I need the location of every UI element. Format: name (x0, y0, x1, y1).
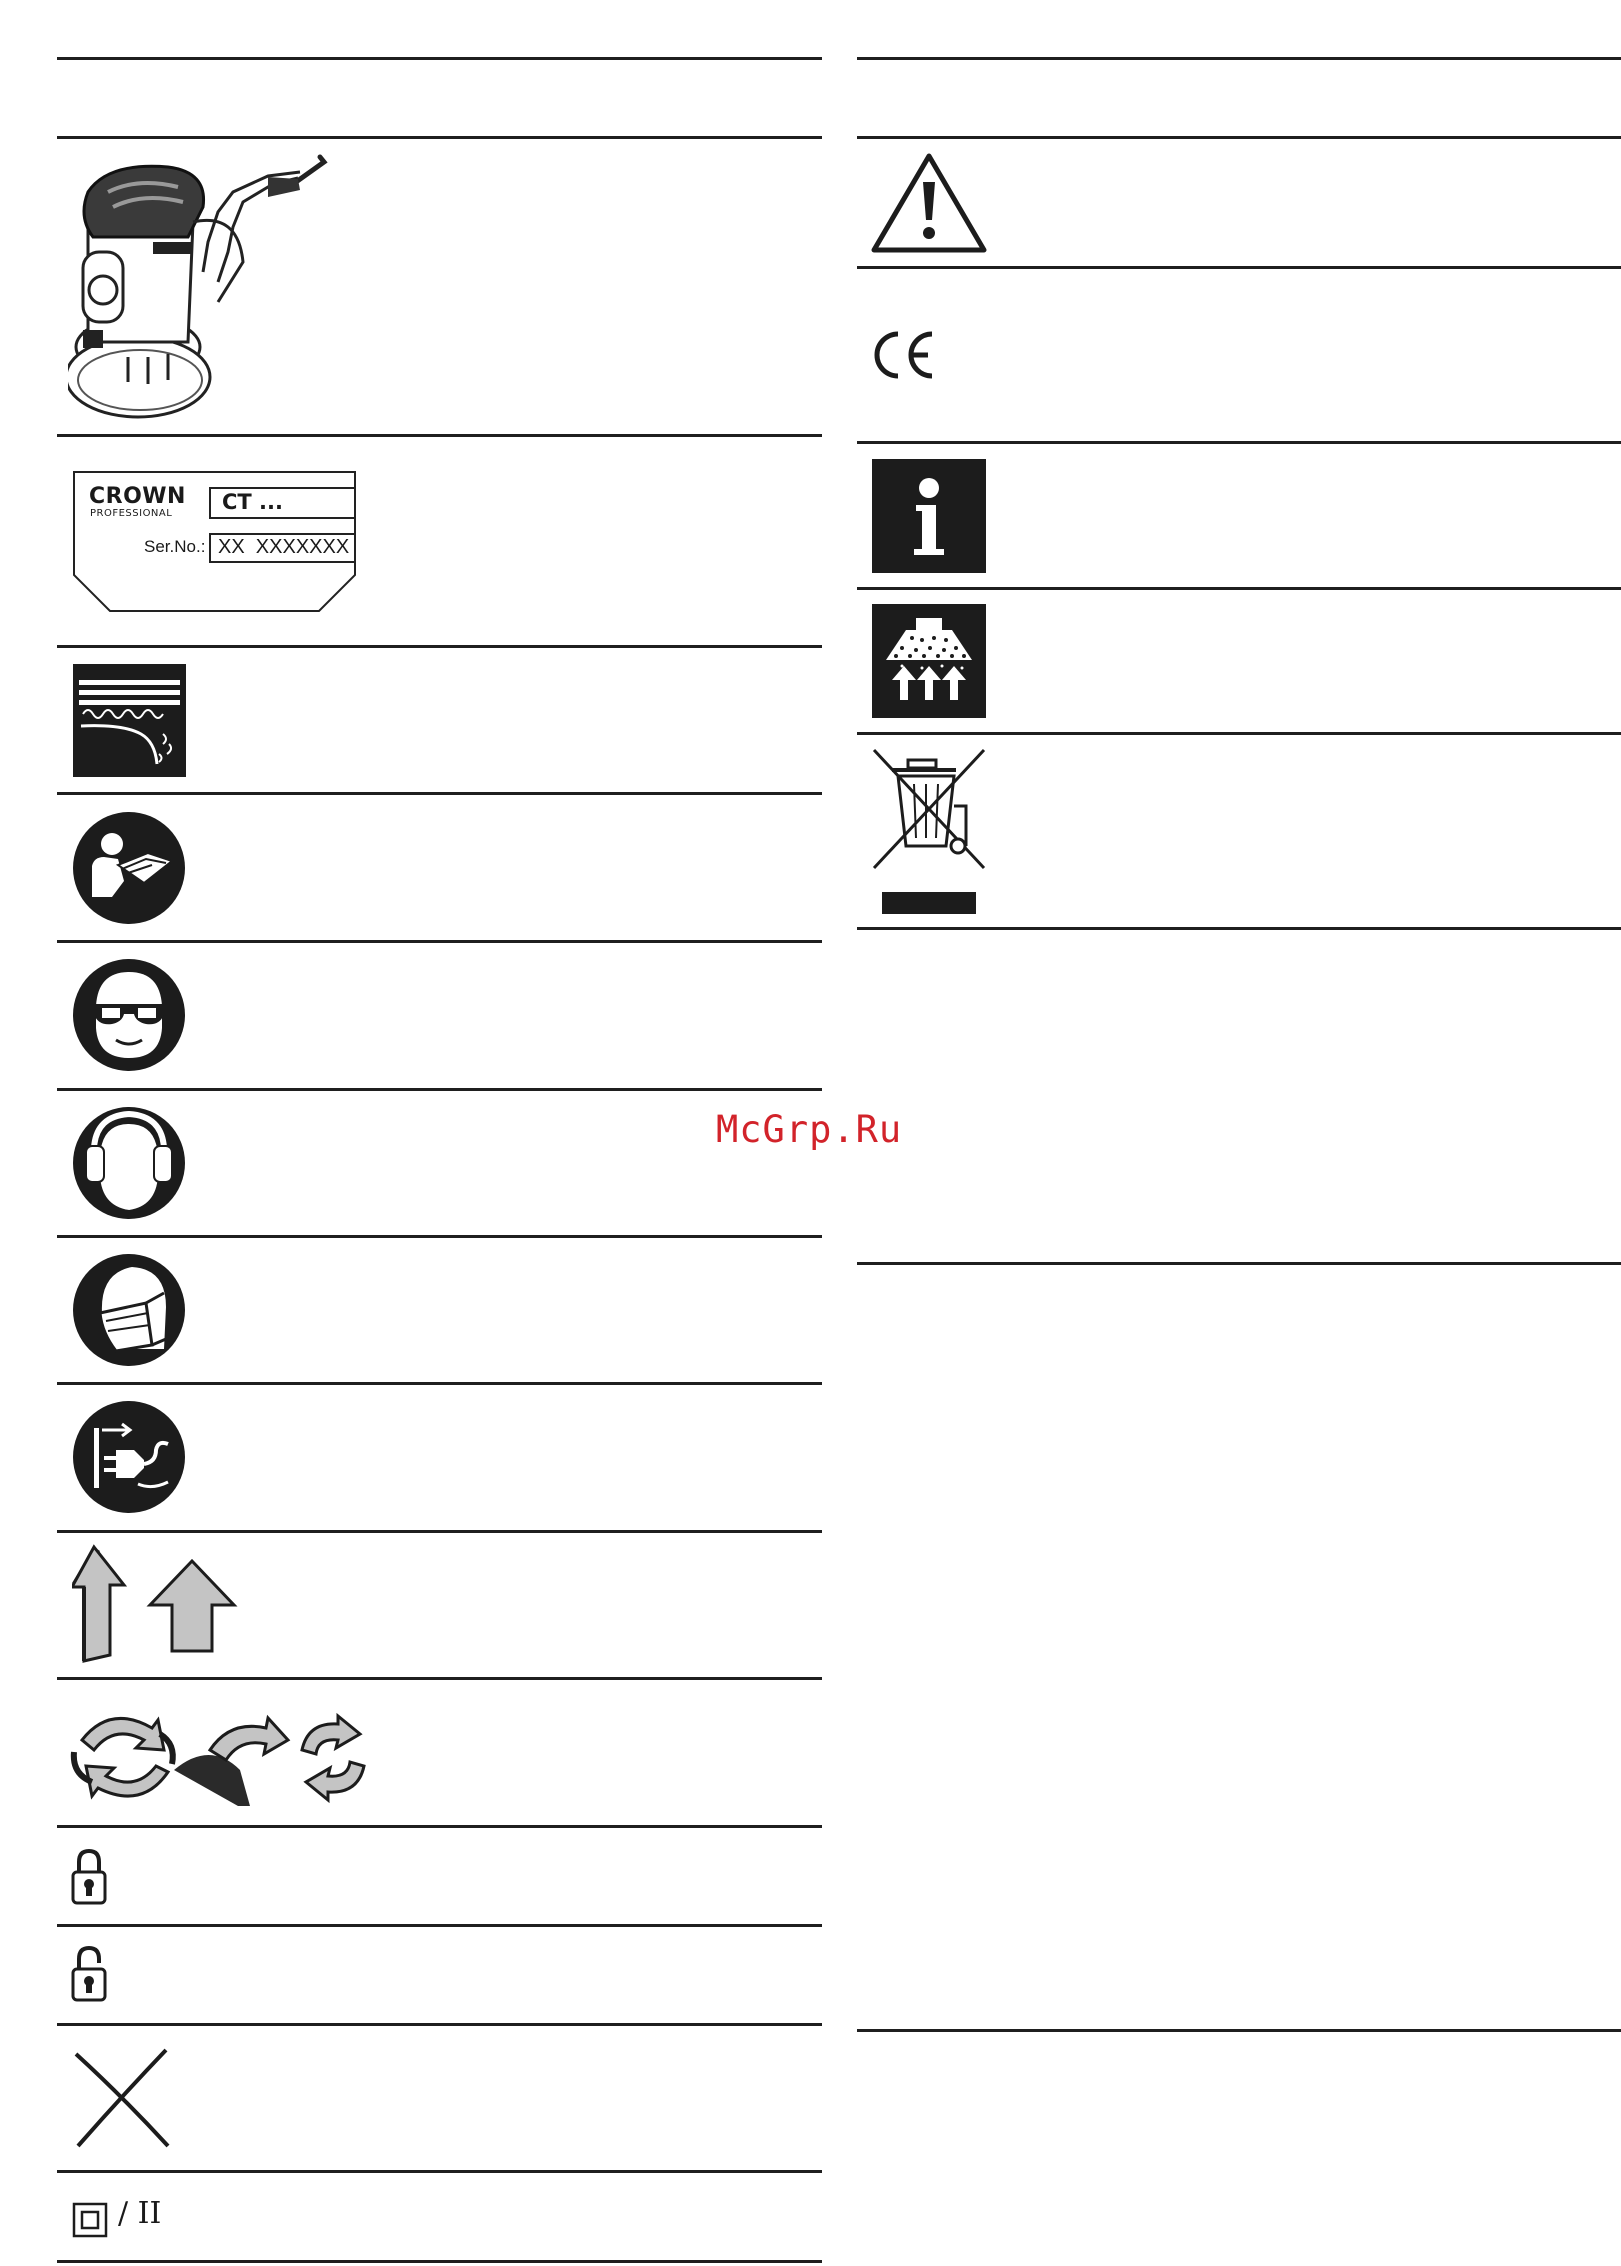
unplug-icon (72, 1400, 186, 1514)
insulation-class-text: / II (118, 2196, 162, 2231)
left-rule-1 (57, 434, 822, 437)
left-rule-header (57, 136, 822, 139)
dust-mask-icon (72, 1253, 186, 1367)
left-rule-6 (57, 1235, 822, 1238)
weee-disposal-icon (870, 746, 988, 916)
left-rule-9 (57, 1677, 822, 1680)
left-rule-14 (57, 2260, 822, 2263)
serial-label: Ser.No.: (144, 537, 206, 556)
left-rule-13 (57, 2170, 822, 2173)
right-rule-3 (857, 587, 1621, 590)
info-icon (872, 459, 986, 573)
right-rule-4 (857, 732, 1621, 735)
right-rule-top (857, 57, 1621, 60)
hearing-protection-icon (72, 1106, 186, 1220)
cross-icon (72, 2046, 172, 2150)
right-rule-2 (857, 441, 1621, 444)
right-rule-6 (857, 1262, 1621, 1265)
warning-icon (871, 152, 987, 254)
right-rule-7 (857, 2029, 1621, 2032)
class-ii-double-insulation-icon (72, 2202, 108, 2238)
sander-illustration (68, 152, 328, 424)
right-rule-header (857, 136, 1621, 139)
sanding-dust-icon (73, 664, 186, 777)
brand-name: CROWN (89, 484, 186, 509)
right-rule-1 (857, 266, 1621, 269)
rating-plate (72, 470, 357, 613)
read-manual-icon (72, 811, 186, 925)
lock-open-icon (70, 1945, 110, 2003)
brand-subtitle: PROFESSIONAL (90, 508, 173, 519)
left-rule-5 (57, 1088, 822, 1091)
left-rule-8 (57, 1530, 822, 1533)
lock-closed-icon (70, 1848, 108, 1906)
up-arrows-icon (72, 1543, 240, 1665)
eye-protection-icon (72, 958, 186, 1072)
left-rule-12 (57, 2023, 822, 2026)
left-rule-3 (57, 792, 822, 795)
left-rule-7 (57, 1382, 822, 1385)
model-prefix: CT ... (222, 490, 283, 514)
dust-extraction-icon (872, 604, 986, 718)
left-rule-4 (57, 940, 822, 943)
left-rule-11 (57, 1924, 822, 1927)
serial-value: XX XXXXXXX (218, 536, 350, 558)
rotation-arrows-icon (70, 1710, 380, 1806)
left-rule-10 (57, 1825, 822, 1828)
left-rule-2 (57, 645, 822, 648)
ce-mark-icon (870, 330, 936, 380)
watermark: McGrp.Ru (716, 1108, 903, 1151)
right-rule-5 (857, 927, 1621, 930)
left-rule-top (57, 57, 822, 60)
